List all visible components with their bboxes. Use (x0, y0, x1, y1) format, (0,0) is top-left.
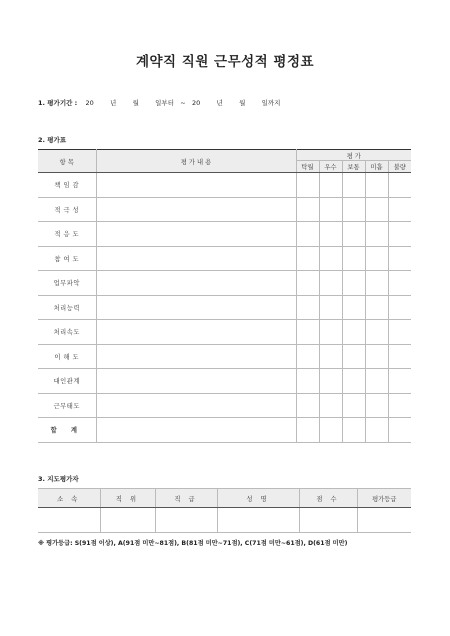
grade-cell[interactable] (342, 295, 365, 320)
grade-cell[interactable] (342, 393, 365, 418)
evaluation-row (38, 222, 411, 247)
grade-cell[interactable] (319, 222, 342, 247)
evaluation-content-cell[interactable] (96, 173, 296, 198)
evaluation-row (38, 197, 411, 222)
col-grade-group-header: 평 가 (296, 150, 411, 161)
evaluation-item-label: 이 해 도 (38, 344, 96, 369)
grade-cell[interactable] (296, 295, 319, 320)
grade-cell[interactable] (296, 222, 319, 247)
evaluation-item-label: 업무파악 (38, 271, 96, 296)
evaluation-item-label: 처리능력 (38, 295, 96, 320)
grade-cell[interactable] (365, 271, 388, 296)
grade-note: ※ 평가등급: S(91점 이상), A(91점 미만~81점), B(81점 미만~71점), C(71점 미만~61점), D(61점 미만) (38, 540, 348, 547)
grade-cell[interactable] (296, 320, 319, 345)
grade-cell[interactable] (388, 271, 411, 296)
grade-cell[interactable] (319, 246, 342, 271)
period-month-unit-2: 월 (239, 99, 246, 107)
grade-cell[interactable] (365, 173, 388, 198)
grade-cell[interactable] (342, 197, 365, 222)
evaluation-section-label: 2. 평가표 (38, 136, 67, 144)
period-year-prefix: 20 (85, 99, 94, 107)
grade-cell[interactable] (342, 344, 365, 369)
evaluation-total-row (38, 418, 411, 443)
evaluation-content-cell[interactable] (96, 271, 296, 296)
grade-cell[interactable] (296, 369, 319, 394)
period-day-to: 일까지 (261, 99, 281, 107)
grade-cell[interactable] (342, 246, 365, 271)
grade-cell[interactable] (388, 295, 411, 320)
grade-cell[interactable] (319, 344, 342, 369)
grade-cell[interactable] (319, 369, 342, 394)
evaluation-item-label: 적 응 도 (38, 222, 96, 247)
evaluation-row (38, 295, 411, 320)
evaluation-item-label: 적 극 성 (38, 197, 96, 222)
period-year-unit: 년 (110, 99, 117, 107)
grade-cell[interactable] (319, 295, 342, 320)
supervisor-header: 점 수 (299, 489, 357, 508)
grade-cell[interactable] (365, 393, 388, 418)
grade-header: 불량 (388, 161, 411, 173)
supervisor-cell[interactable] (299, 508, 357, 533)
page-title: 계약직 직원 근무성적 평정표 (135, 54, 315, 70)
grade-cell[interactable] (296, 344, 319, 369)
grade-cell[interactable] (319, 271, 342, 296)
grade-header: 탁월 (296, 161, 319, 173)
evaluation-table (38, 149, 411, 443)
grade-cell[interactable] (342, 418, 365, 443)
grade-cell[interactable] (388, 246, 411, 271)
supervisor-header: 소 속 (38, 489, 100, 508)
evaluation-item-label: 처리속도 (38, 320, 96, 345)
evaluation-row (38, 246, 411, 271)
grade-cell[interactable] (319, 197, 342, 222)
evaluation-row (38, 369, 411, 394)
grade-cell[interactable] (342, 173, 365, 198)
grade-cell[interactable] (342, 320, 365, 345)
period-month-unit: 월 (132, 99, 139, 107)
total-label: 합 계 (38, 418, 96, 443)
evaluation-period (38, 98, 280, 107)
grade-cell[interactable] (342, 222, 365, 247)
period-year-unit-2: 년 (216, 99, 223, 107)
grade-cell[interactable] (365, 344, 388, 369)
grade-header: 미흡 (365, 161, 388, 173)
evaluation-row (38, 320, 411, 345)
supervisor-header: 직 급 (155, 489, 217, 508)
grade-cell[interactable] (388, 197, 411, 222)
grade-cell[interactable] (365, 222, 388, 247)
period-label: 1. 평가기간 : (38, 99, 78, 107)
evaluation-item-label: 근무태도 (38, 393, 96, 418)
grade-header: 보통 (342, 161, 365, 173)
evaluation-content-cell[interactable] (96, 418, 296, 443)
evaluation-row (38, 393, 411, 418)
supervisor-section-label: 3. 지도평가자 (38, 475, 79, 483)
supervisor-cell[interactable] (217, 508, 299, 533)
evaluation-row (38, 173, 411, 198)
evaluation-item-label: 대인관계 (38, 369, 96, 394)
supervisor-cell[interactable] (357, 508, 411, 533)
period-day-from: 일부터 (155, 99, 174, 107)
evaluation-content-cell[interactable] (96, 246, 296, 271)
grade-cell[interactable] (342, 271, 365, 296)
evaluation-content-cell[interactable] (96, 369, 296, 394)
evaluation-content-cell[interactable] (96, 393, 296, 418)
evaluation-item-label: 책 임 감 (38, 173, 96, 198)
supervisor-header: 직 위 (100, 489, 155, 508)
grade-cell[interactable] (296, 418, 319, 443)
grade-cell[interactable] (319, 418, 342, 443)
grade-cell[interactable] (319, 173, 342, 198)
col-content-header: 평 가 내 용 (96, 150, 296, 173)
grade-cell[interactable] (365, 369, 388, 394)
evaluation-content-cell[interactable] (96, 320, 296, 345)
grade-header: 우수 (319, 161, 342, 173)
supervisor-cell[interactable] (38, 508, 100, 533)
grade-cell[interactable] (296, 393, 319, 418)
supervisor-cell[interactable] (100, 508, 155, 533)
grade-cell[interactable] (365, 246, 388, 271)
evaluation-content-cell[interactable] (96, 197, 296, 222)
supervisor-header: 평가등급 (357, 489, 411, 508)
grade-cell[interactable] (388, 344, 411, 369)
supervisor-header: 성 명 (217, 489, 299, 508)
supervisor-cell[interactable] (155, 508, 217, 533)
grade-cell[interactable] (296, 173, 319, 198)
grade-cell[interactable] (365, 295, 388, 320)
period-year-prefix-2: 20 (191, 99, 201, 107)
evaluation-item-label: 참 여 도 (38, 246, 96, 271)
grade-cell[interactable] (319, 393, 342, 418)
grade-cell[interactable] (296, 197, 319, 222)
grade-cell[interactable] (365, 197, 388, 222)
grade-cell[interactable] (365, 418, 388, 443)
grade-cell[interactable] (319, 320, 342, 345)
grade-cell[interactable] (296, 246, 319, 271)
grade-cell[interactable] (388, 173, 411, 198)
supervisor-table (38, 488, 411, 533)
grade-cell[interactable] (342, 369, 365, 394)
grade-cell[interactable] (388, 320, 411, 345)
grade-cell[interactable] (388, 393, 411, 418)
evaluation-row (38, 344, 411, 369)
period-tilde: ~ (180, 99, 186, 107)
grade-cell[interactable] (296, 271, 319, 296)
grade-cell[interactable] (388, 418, 411, 443)
grade-cell[interactable] (388, 369, 411, 394)
grade-cell[interactable] (365, 320, 388, 345)
grade-cell[interactable] (388, 222, 411, 247)
evaluation-row (38, 271, 411, 296)
evaluation-content-cell[interactable] (96, 222, 296, 247)
evaluation-content-cell[interactable] (96, 295, 296, 320)
evaluation-content-cell[interactable] (96, 344, 296, 369)
col-item-header: 항 목 (38, 150, 96, 173)
